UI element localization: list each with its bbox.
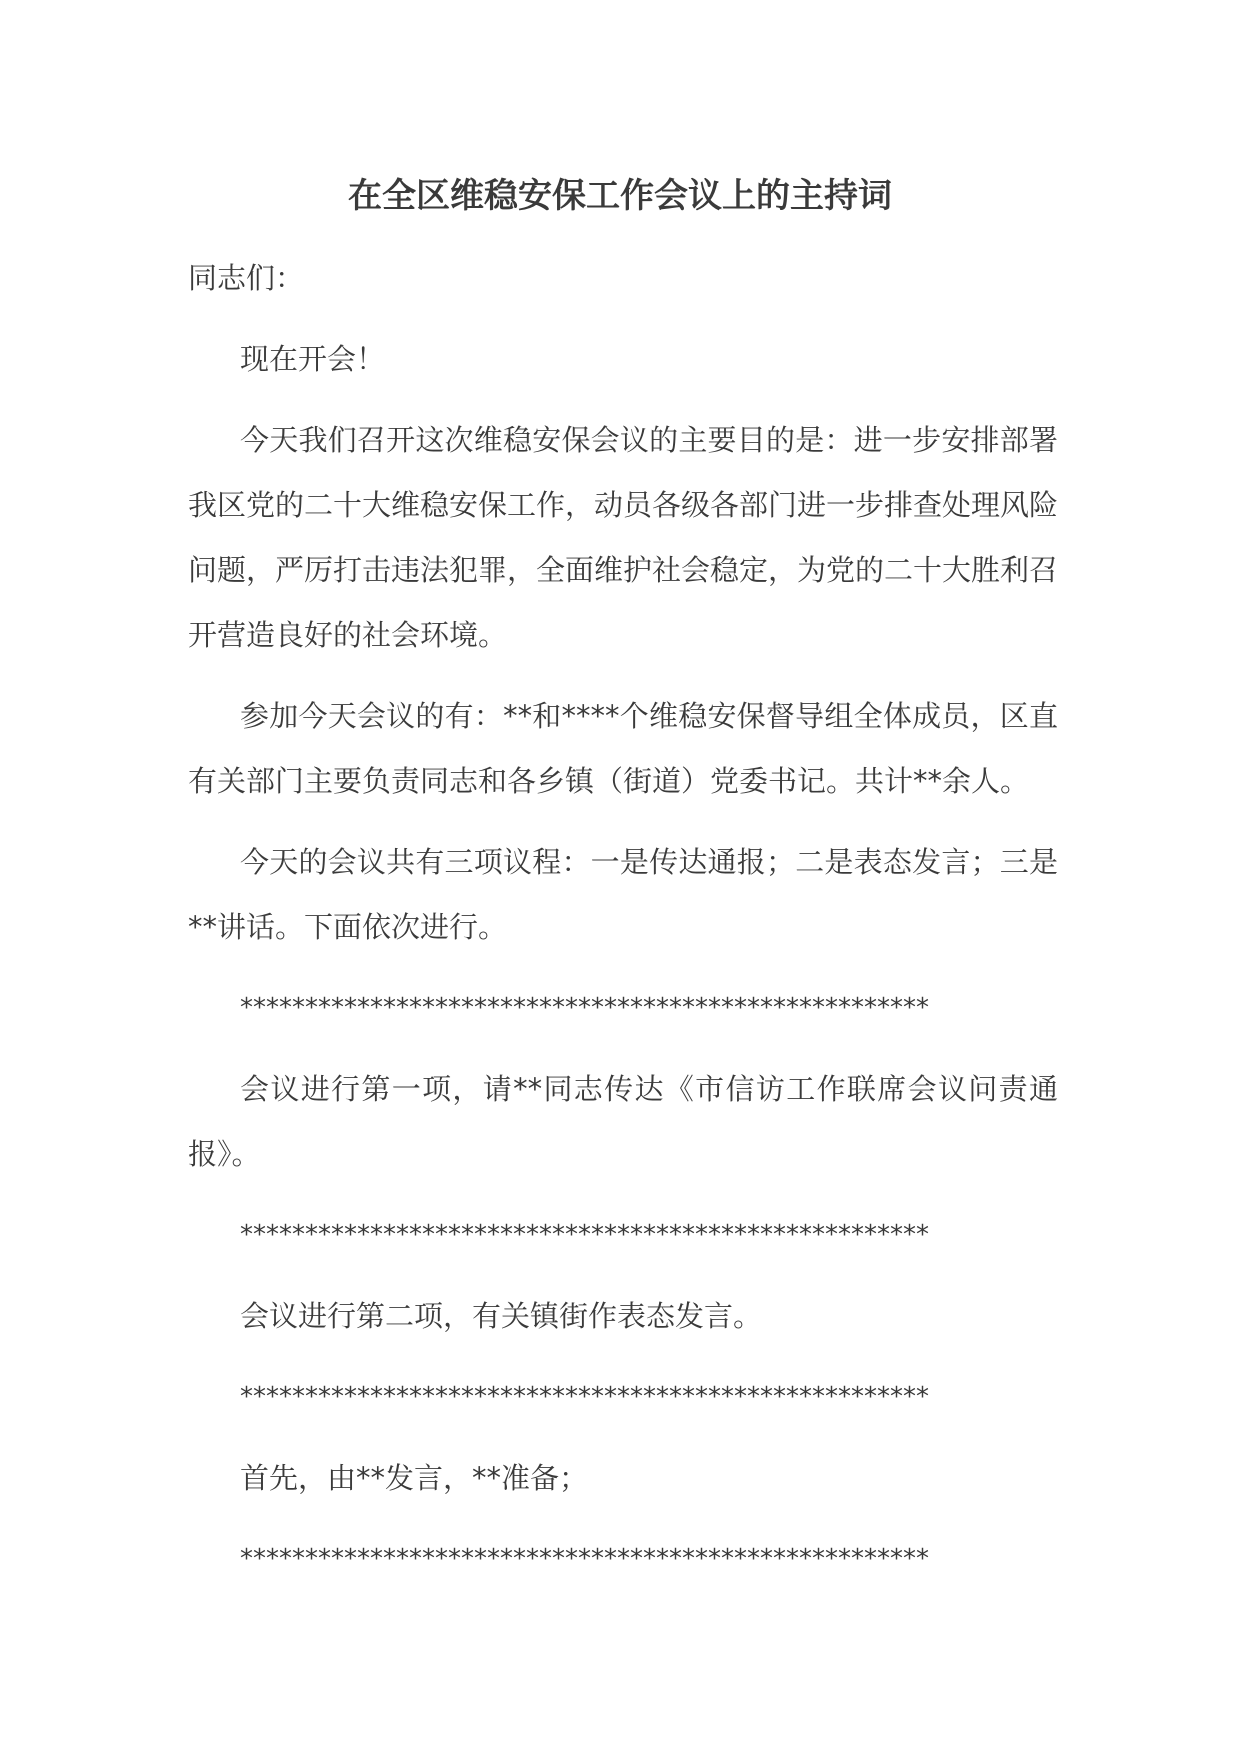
paragraph-attendees: 参加今天会议的有：**和****个维稳安保督导组全体成员，区直有关部门主要负责同志和各乡镇（街道）党委书记。共计**余人。 [188,699,1058,798]
paragraph-item-two: 会议进行第二项，有关镇街作表态发言。 [240,1299,763,1333]
separator-line: ***************************************************** [240,1544,929,1574]
paragraph-open-meeting: 现在开会！ [240,342,386,376]
separator-line: ***************************************************** [240,1220,929,1250]
paragraph-agenda: 今天的会议共有三项议程：一是传达通报；二是表态发言；三是**讲话。下面依次进行。 [188,845,1058,944]
separator-line: ***************************************************** [240,1382,929,1412]
salutation: 同志们： [188,261,305,295]
document-body [188,246,1058,1608]
separator-line: ***************************************************** [240,993,929,1023]
paragraph-first-speaker: 首先，由**发言，**准备； [240,1461,589,1495]
paragraph-item-one: 会议进行第一项，请**同志传达《市信访工作联席会议问责通报》。 [188,1072,1058,1171]
paragraph-purpose: 今天我们召开这次维稳安保会议的主要目的是：进一步安排部署我区党的二十大维稳安保工作，动员各级各部门进一步排查处理风险问题，严厉打击违法犯罪，全面维护社会稳定，为党的二十大胜利召开营造良好的社会环境。 [188,423,1059,652]
document-title: 在全区维稳安保工作会议上的主持词 [348,176,892,216]
